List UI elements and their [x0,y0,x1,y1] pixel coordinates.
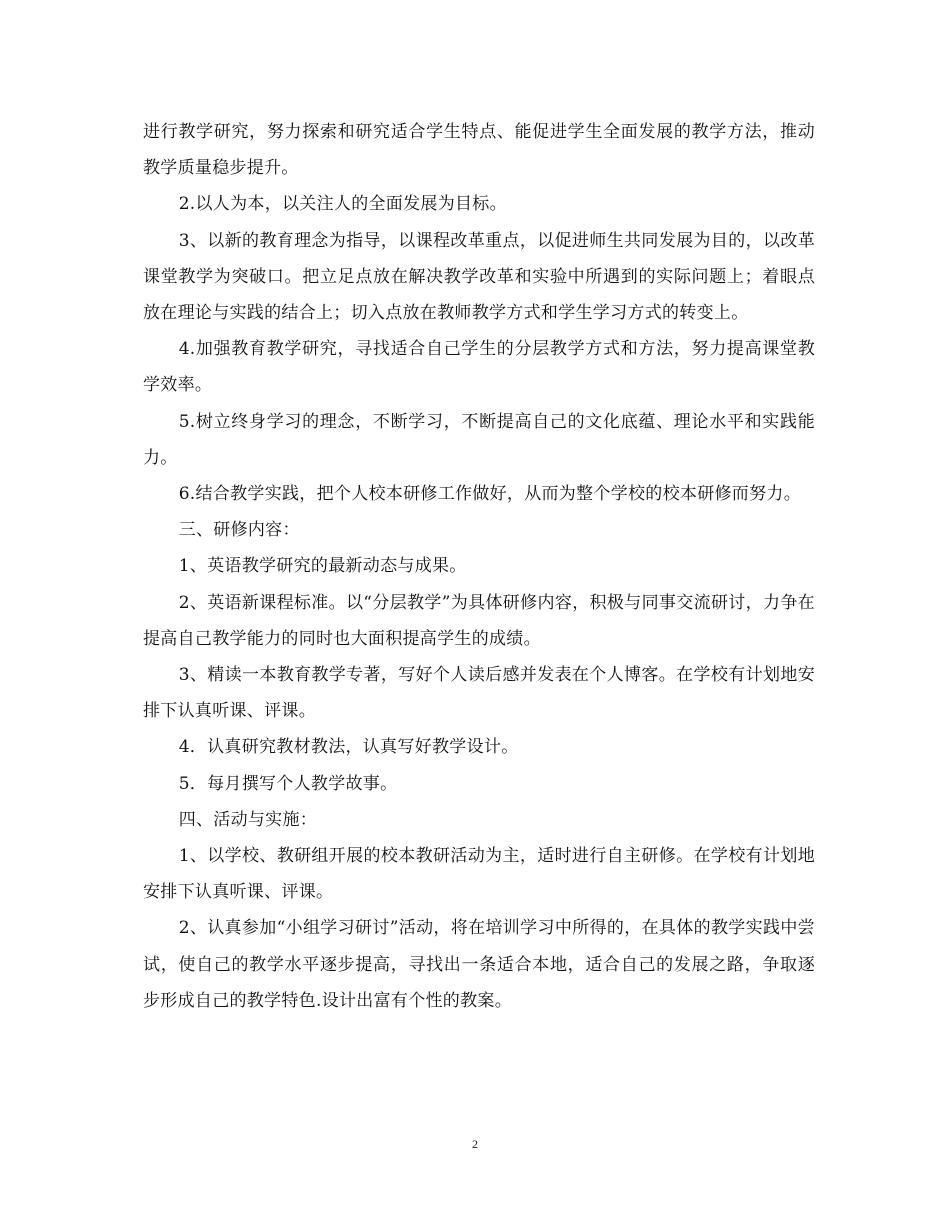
section-heading-activities: 四、活动与实施： [178,809,318,830]
page-number: 2 [472,1137,478,1151]
paragraph-continuation: 进行教学研究，努力探索和研究适合学生特点、能促进学生全面发展的教学方法，推动教学质量稳步提升。 [143,122,815,179]
paragraph-content-4: 4．认真研究教材教法，认真写好教学设计。 [178,737,519,758]
document-body [143,114,815,1019]
paragraph-activity-2: 2、认真参加“小组学习研讨”活动，将在培训学习中所得的，在具体的教学实践中尝试，使自己的教学水平逐步提高，寻找出一条适合本地，适合自己的发展之路，争取逐步形成自己的教学特色.设计出富有个性的教案。 [143,918,815,1011]
section-heading-content: 三、研修内容： [178,520,300,541]
paragraph-activity-1: 1、以学校、教研组开展的校本教研活动为主，适时进行自主研修。在学校有计划地安排下认真听课、评课。 [143,846,815,903]
paragraph-goal-2: 2.以人为本，以关注人的全面发展为目标。 [178,194,507,215]
paragraph-content-3: 3、精读一本教育教学专著，写好个人读后感并发表在个人博客。在学校有计划地安排下认真听课、评课。 [143,665,815,722]
paragraph-goal-4: 4.加强教育教学研究，寻找适合自己学生的分层教学方式和方法，努力提高课堂教学效率。 [143,339,815,396]
paragraph-goal-6: 6.结合教学实践，把个人校本研修工作做好，从而为整个学校的校本研修而努力。 [178,484,802,505]
paragraph-goal-3: 3、以新的教育理念为指导，以课程改革重点，以促进师生共同发展为目的，以改革课堂教学为突破口。把立足点放在解决教学改革和实验中所遇到的实际问题上；着眼点放在理论与实践的结合上；切入点放在教师教学方式和学生学习方式的转变上。 [143,230,815,324]
paragraph-goal-5: 5.树立终身学习的理念，不断学习，不断提高自己的文化底蕴、理论水平和实践能力。 [143,411,815,468]
paragraph-content-2: 2、英语新课程标准。以“分层教学”为具体研修内容，积极与同事交流研讨，力争在提高自己教学能力的同时也大面积提高学生的成绩。 [143,592,815,649]
paragraph-content-5: 5．每月撰写个人教学故事。 [178,773,398,794]
paragraph-content-1: 1、英语教学研究的最新动态与成果。 [178,556,467,577]
